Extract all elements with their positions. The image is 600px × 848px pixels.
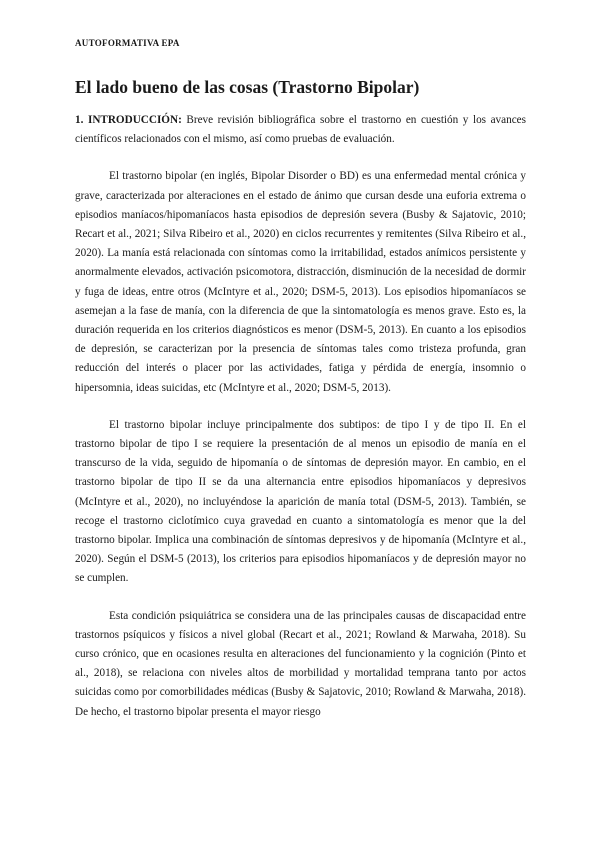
running-header: AUTOFORMATIVA EPA	[75, 38, 180, 48]
intro-heading: 1. INTRODUCCIÓN:	[75, 114, 182, 126]
intro-paragraph	[75, 111, 526, 149]
document-body	[75, 111, 526, 740]
body-paragraph-subtypes: El trastorno bipolar incluye principalmente dos subtipos: de tipo I y de tipo II. En el trastorno bipolar de tipo I se requiere la presentación de al menos un episodio de manía en el transcurso de la vida, seguido de hipomanía o de síntomas de depresión mayor. En cambio, en el trastorno bipolar de tipo II se da una alternancia entre episodios hipomaníacos y depresivos (McIntyre et al., 2020), no incluyéndose la aparición de manía total (DSM-5, 2013). También, se recoge el trastorno ciclotímico cuya gravedad en cuanto a sintomatología es menor que la del trastorno bipolar. Implica una combinación de síntomas depresivos y de hipomanía (McIntyre et al., 2020). Según el DSM-5 (2013), los criterios para episodios hipomaníacos y de depresión mayor no se cumplen.	[75, 418, 526, 585]
intro-text: Breve revisión bibliográfica sobre el trastorno en cuestión y los avances científicos relacionados con el mismo, así como pruebas de evaluación.	[75, 114, 526, 146]
body-paragraph-impact: Esta condición psiquiátrica se considera una de las principales causas de discapacidad entre trastornos psíquicos y físicos a nivel global (Recart et al., 2021; Rowland & Marwaha, 2018). Su curso crónico, que en ocasiones resulta en alteraciones del funcionamiento y la cognición (Pinto et al., 2018), se relaciona con niveles altos de morbilidad y mortalidad temprana tanto por actos suicidas como por comorbilidades médicas (Busby & Sajatovic, 2010; Rowland & Marwaha, 2018). De hecho, el trastorno bipolar presenta el mayor riesgo	[75, 609, 526, 718]
body-paragraph-definition: El trastorno bipolar (en inglés, Bipolar Disorder o BD) es una enfermedad mental crónica y grave, caracterizada por alteraciones en el estado de ánimo que cursan desde una euforia extrema o episodios maníacos/hipomaníacos hasta episodios de depresión severa (Busby & Sajatovic, 2010; Recart et al., 2021; Silva Ribeiro et al., 2020) en ciclos recurrentes y remitentes (Silva Ribeiro et al., 2020). La manía está relacionada con síntomas como la irritabilidad, estados anímicos persistente y anormalmente elevados, activación psicomotora, distracción, disminución de la necesidad de dormir y fuga de ideas, entre otros (McIntyre et al., 2020; DSM-5, 2013). Los episodios hipomaníacos se asemejan a la fase de manía, con la diferencia de que la sintomatología es menos grave. Esto es, la duración requerida en los criterios diagnósticos es menor (DSM-5, 2013). En cuanto a los episodios de depresión, se caracterizan por la presencia de síntomas tales como tristeza profunda, gran reducción del interés o placer por las actividades, fatiga y pérdida de energía, insomnio o hipersomnia, ideas suicidas, etc (McIntyre et al., 2020; DSM-5, 2013).	[75, 170, 526, 394]
document-title: El lado bueno de las cosas (Trastorno Bipolar)	[75, 77, 420, 97]
